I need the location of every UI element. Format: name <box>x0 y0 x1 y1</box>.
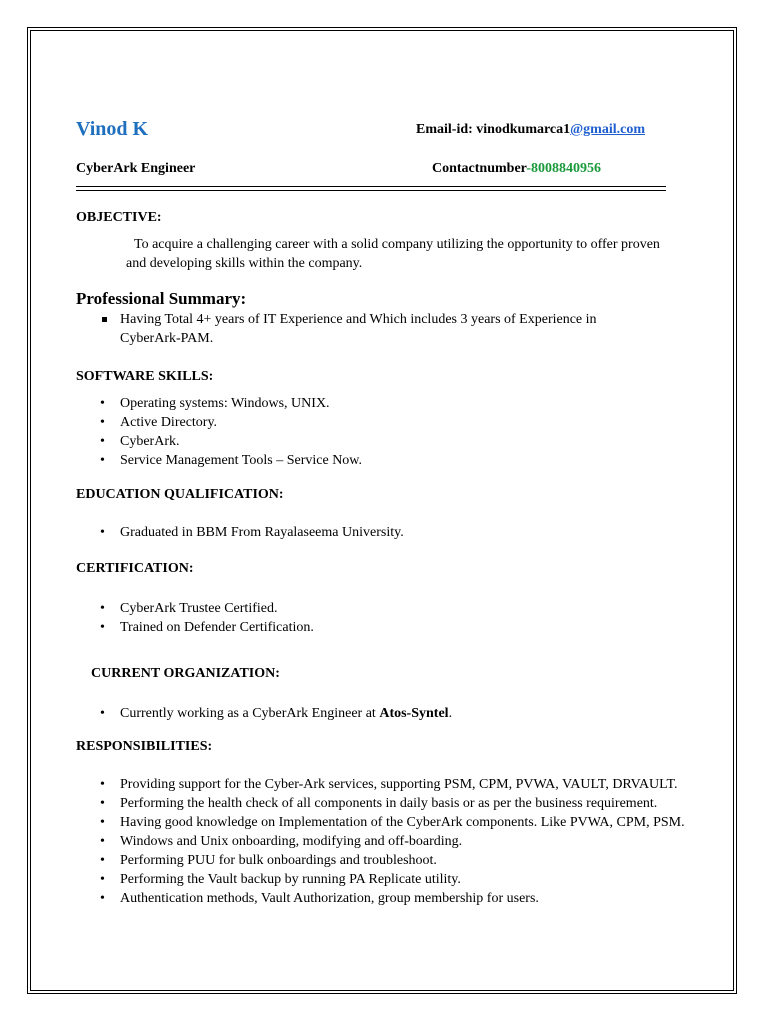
contact-number: -8008840956 <box>526 161 602 176</box>
email-link[interactable]: @gmail.com <box>570 122 645 137</box>
list-item: • Authentication methods, Vault Authorization, group membership for users. <box>76 889 686 908</box>
contact-line <box>432 161 601 177</box>
certification-list <box>76 599 666 637</box>
organization-text: Currently working as a CyberArk Engineer at <box>120 706 380 721</box>
job-title: CyberArk Engineer <box>76 161 196 176</box>
list-item: • Operating systems: Windows, UNIX. <box>76 394 666 413</box>
list-item: • Providing support for the Cyber-Ark services, supporting PSM, CPM, PVWA, VAULT, DRVAULT. <box>76 775 686 794</box>
list-item: • Service Management Tools – Service Now. <box>76 451 666 470</box>
list-item: • CyberArk Trustee Certified. <box>76 599 666 618</box>
list-item: • CyberArk. <box>76 432 666 451</box>
list-item: • Having good knowledge on Implementation of the CyberArk components. Like PVWA, CPM, PSM. <box>76 813 686 832</box>
header-divider-top <box>76 186 666 187</box>
education-list <box>76 523 666 542</box>
list-item: • Performing the Vault backup by running PA Replicate utility. <box>76 870 686 889</box>
education-heading: EDUCATION QUALIFICATION: <box>76 487 284 502</box>
responsibilities-heading: RESPONSIBILITIES: <box>76 739 213 754</box>
summary-heading: Professional Summary: <box>76 289 247 308</box>
list-item: • Graduated in BBM From Rayalaseema University. <box>76 523 666 542</box>
email-label: Email-id: vinodkumarca1 <box>416 122 571 137</box>
certification-heading: CERTIFICATION: <box>76 561 194 576</box>
list-item <box>76 704 666 723</box>
objective-heading: OBJECTIVE: <box>76 210 162 225</box>
company-name: Atos-Syntel <box>379 706 449 721</box>
software-skills-heading: SOFTWARE SKILLS: <box>76 369 214 384</box>
organization-suffix: . <box>448 706 453 721</box>
software-skills-list <box>76 394 666 470</box>
responsibilities-list <box>76 775 686 908</box>
list-item: • Performing PUU for bulk onboardings and troubleshoot. <box>76 851 686 870</box>
list-item: • Active Directory. <box>76 413 666 432</box>
contact-label: Contactnumber <box>432 161 527 176</box>
organization-list <box>76 704 666 723</box>
list-item: • Trained on Defender Certification. <box>76 618 666 637</box>
list-item: • Performing the health check of all components in daily basis or as per the business requirement. <box>76 794 686 813</box>
summary-list <box>76 310 646 348</box>
candidate-name: Vinod K <box>76 118 149 140</box>
list-item: Having Total 4+ years of IT Experience and Which includes 3 years of Experience in CyberArk-PAM. <box>76 310 646 348</box>
organization-heading: CURRENT ORGANIZATION: <box>91 666 280 681</box>
header-divider-bottom <box>76 190 666 191</box>
objective-text: To acquire a challenging career with a solid company utilizing the opportunity to offer proven and developing skills within the company. <box>126 237 660 271</box>
list-item: • Windows and Unix onboarding, modifying and off-boarding. <box>76 832 686 851</box>
email-line <box>416 122 645 138</box>
